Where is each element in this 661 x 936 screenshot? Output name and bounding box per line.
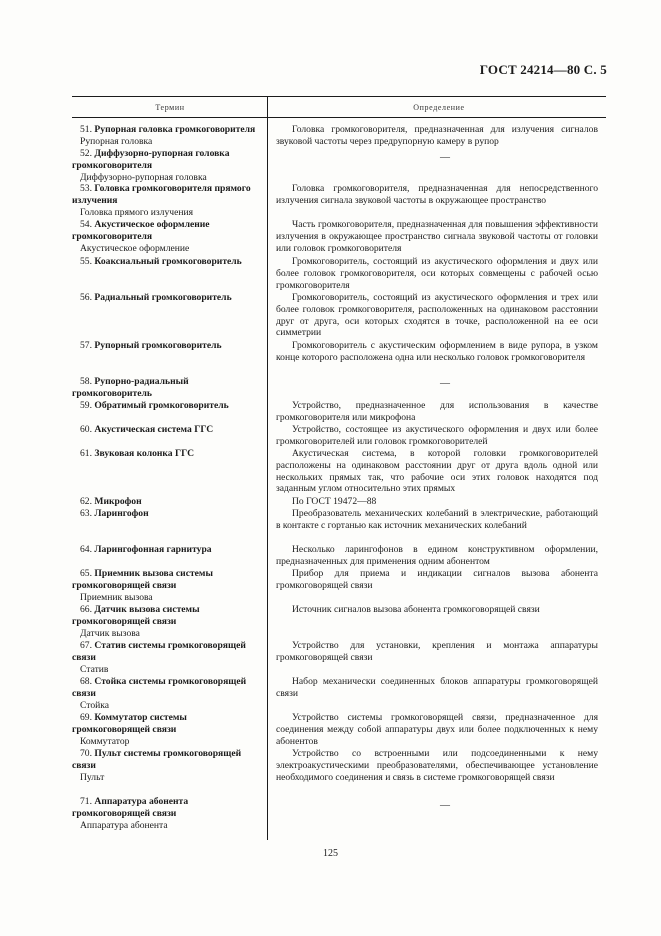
term-short-form: Стойка	[80, 699, 110, 711]
term-number: 64.	[80, 544, 92, 555]
definition-cell: Акустическая система, в которой головки громкоговорителей расположены на одинаковом расстоянии друг от друга вдоль одной или нескольких прямых так, что рабочие оси этих головок находятся под заданным углом относительно этих прямых	[276, 448, 598, 495]
term-number: 66.	[80, 604, 92, 615]
term-number: 61.	[80, 448, 92, 459]
definition-cell: Устройство системы громкоговорящей связи, предназначенное для соединения между собой аппаратуры двух или более подключенных к нему абонентов	[276, 712, 598, 747]
term-number: 56.	[80, 292, 92, 303]
term-short-form: Приемник вызова	[80, 591, 153, 603]
term-name: Микрофон	[94, 496, 142, 507]
term-line	[72, 496, 264, 508]
term-short-form: Пульт	[80, 771, 105, 783]
term-number: 60.	[80, 424, 92, 435]
term-cell	[72, 448, 264, 460]
definition-cell: Устройство, предназначенное для использования в качестве громкоговорителя или микрофона	[276, 400, 598, 423]
term-number: 52.	[80, 148, 92, 159]
table-header-row	[72, 98, 606, 116]
term-name: Рупорный громкоговоритель	[94, 340, 222, 351]
term-line	[72, 640, 264, 664]
term-name: Акустическое оформление громкоговорителя	[72, 219, 210, 242]
definition-cell: Устройство, состоящее из акустического оформления и двух или более громкоговорителей или головок громкоговорителей	[276, 424, 598, 447]
term-name: Пульт системы громкоговорящей связи	[72, 748, 242, 771]
term-cell	[72, 496, 264, 508]
term-cell	[72, 219, 264, 254]
term-cell	[72, 424, 264, 436]
term-cell	[72, 340, 264, 352]
term-line	[72, 544, 264, 556]
term-number: 63.	[80, 508, 92, 519]
term-name: Головка громкоговорителя прямого излучения	[72, 183, 251, 206]
column-header-definition: Определение	[413, 103, 465, 112]
term-cell	[72, 256, 264, 268]
definition-cell: Набор механически соединенных блоков аппаратуры громкоговорящей связи	[276, 676, 598, 699]
term-name: Коаксиальный громкоговоритель	[94, 256, 242, 267]
term-name: Рупорно-радиальный громкоговоритель	[72, 376, 189, 399]
definition-cell: Источник сигналов вызова абонента громкоговорящей связи	[292, 604, 540, 615]
definition-cell: Прибор для приема и индикации сигналов вызова абонента громкоговорящей связи	[276, 568, 598, 591]
term-line	[72, 256, 264, 268]
term-short-form: Датчик вызова	[80, 627, 140, 639]
definition-cell: Головка громкоговорителя, предназначенная для излучения сигналов звуковой частоты через предрупорную камеру в рупор	[276, 124, 598, 147]
term-number: 53.	[80, 183, 92, 194]
term-short-form: Акустическое оформление	[80, 242, 190, 254]
term-cell	[72, 676, 264, 711]
definition-cell: Преобразователь механических колебаний в электрические, работающий в контакте с гортанью как источник механических колебаний	[276, 508, 598, 531]
term-line	[72, 796, 264, 820]
term-name: Датчик вызова системы громкоговорящей связи	[72, 604, 200, 627]
term-line	[72, 340, 264, 352]
term-line	[72, 508, 264, 520]
term-number: 62.	[80, 496, 92, 507]
term-name: Статив системы громкоговорящей связи	[72, 640, 246, 663]
term-number: 59.	[80, 400, 92, 411]
term-line	[72, 183, 264, 207]
term-number: 67.	[80, 640, 92, 651]
term-number: 71.	[80, 796, 92, 807]
definition-dash: —	[440, 378, 450, 389]
term-cell	[72, 640, 264, 675]
term-name: Аппаратура абонента громкоговорящей связи	[72, 796, 189, 819]
term-line	[72, 568, 264, 592]
term-cell	[72, 796, 264, 831]
term-short-form: Рупорная головка	[80, 135, 153, 147]
term-short-form: Диффузорно-рупорная головка	[80, 171, 207, 183]
term-short-form: Аппаратура абонента	[80, 819, 168, 831]
term-number: 70.	[80, 748, 92, 759]
term-cell	[72, 124, 264, 148]
term-name: Ларингофонная гарнитура	[94, 544, 212, 555]
definition-cell: Часть громкоговорителя, предназначенная для повышения эффективности излучения в окружающее пространство сигнала звуковой частоты от головки или головок громкоговорителя	[276, 219, 598, 254]
definition-cell: По ГОСТ 19472—88	[292, 496, 377, 507]
term-name: Приемник вызова системы громкоговорящей связи	[72, 568, 213, 591]
term-line	[72, 376, 264, 400]
term-name: Стойка системы громкоговорящей связи	[72, 676, 247, 699]
table-top-rule	[72, 96, 606, 97]
term-line	[72, 604, 264, 628]
definition-dash: —	[440, 800, 450, 811]
term-cell	[72, 568, 264, 603]
term-number: 54.	[80, 219, 92, 230]
term-cell	[72, 183, 264, 218]
definition-cell: Громкоговоритель с акустическим оформлением в виде рупора, в узком конце которого расположена одна или несколько головок громкоговорителя	[276, 340, 598, 363]
term-cell	[72, 508, 264, 520]
term-short-form: Коммутатор	[80, 735, 130, 747]
term-number: 55.	[80, 256, 92, 267]
term-line	[72, 748, 264, 772]
definition-cell: Устройство для установки, крепления и монтажа аппаратуры громкоговорящей связи	[276, 640, 598, 663]
term-name: Звуковая колонка ГГС	[94, 448, 195, 459]
term-line	[72, 712, 264, 736]
term-cell	[72, 604, 264, 639]
term-cell	[72, 148, 264, 183]
term-line	[72, 124, 264, 136]
term-cell	[72, 712, 264, 747]
term-short-form: Головка прямого излучения	[80, 206, 194, 218]
term-line	[72, 676, 264, 700]
term-cell	[72, 544, 264, 556]
term-cell	[72, 748, 264, 783]
term-name: Коммутатор системы громкоговорящей связи	[72, 712, 187, 735]
definition-cell: Громкоговоритель, состоящий из акустического оформления и трех или более головок громкоговорителя, расположенных на одинаковом расстоянии друг от друга, оси которых сходятся в точке, расположенной на ее оси симметрии	[276, 292, 598, 339]
term-line	[72, 424, 264, 436]
term-number: 57.	[80, 340, 92, 351]
term-name: Акустическая система ГГС	[94, 424, 214, 435]
column-divider	[267, 96, 268, 840]
term-line	[72, 448, 264, 460]
term-name: Ларингофон	[94, 508, 149, 519]
term-name: Рупорная головка громкоговорителя	[94, 124, 256, 135]
term-name: Обратимый громкоговоритель	[94, 400, 229, 411]
term-line	[72, 292, 264, 304]
term-line	[72, 148, 264, 172]
term-number: 69.	[80, 712, 92, 723]
term-cell	[72, 400, 264, 412]
definition-cell: Устройство со встроенными или подсоединенными к нему электроакустическими преобразователями, обеспечивающее установление необходимого соединения и связь в системе громкоговорящей связи	[276, 748, 598, 783]
definition-dash: —	[440, 152, 450, 163]
term-short-form: Статив	[80, 663, 109, 675]
definition-cell: Несколько ларингофонов в едином конструктивном оформлении, предназначенных для применения одним абонентом	[276, 544, 598, 567]
page-header: ГОСТ 24214—80 С. 5	[479, 62, 607, 77]
term-number: 65.	[80, 568, 92, 579]
term-name: Диффузорно-рупорная головка громкоговорителя	[72, 148, 230, 171]
term-line	[72, 219, 264, 243]
definition-cell: Громкоговоритель, состоящий из акустического оформления и двух или более головок громкоговорителя, оси которых совмещены с рабочей осью громкоговорителя	[276, 256, 598, 291]
term-name: Радиальный громкоговоритель	[94, 292, 232, 303]
term-cell	[72, 292, 264, 304]
term-line	[72, 400, 264, 412]
page-number: 125	[323, 848, 338, 859]
term-number: 68.	[80, 676, 92, 687]
term-number: 58.	[80, 376, 92, 387]
column-header-term: Термин	[155, 103, 185, 112]
term-number: 51.	[80, 124, 92, 135]
term-cell	[72, 376, 264, 400]
definition-cell: Головка громкоговорителя, предназначенная для непосредственного излучения сигнала звуковой частоты в окружающее пространство	[276, 183, 598, 206]
table-header-rule	[72, 117, 606, 118]
